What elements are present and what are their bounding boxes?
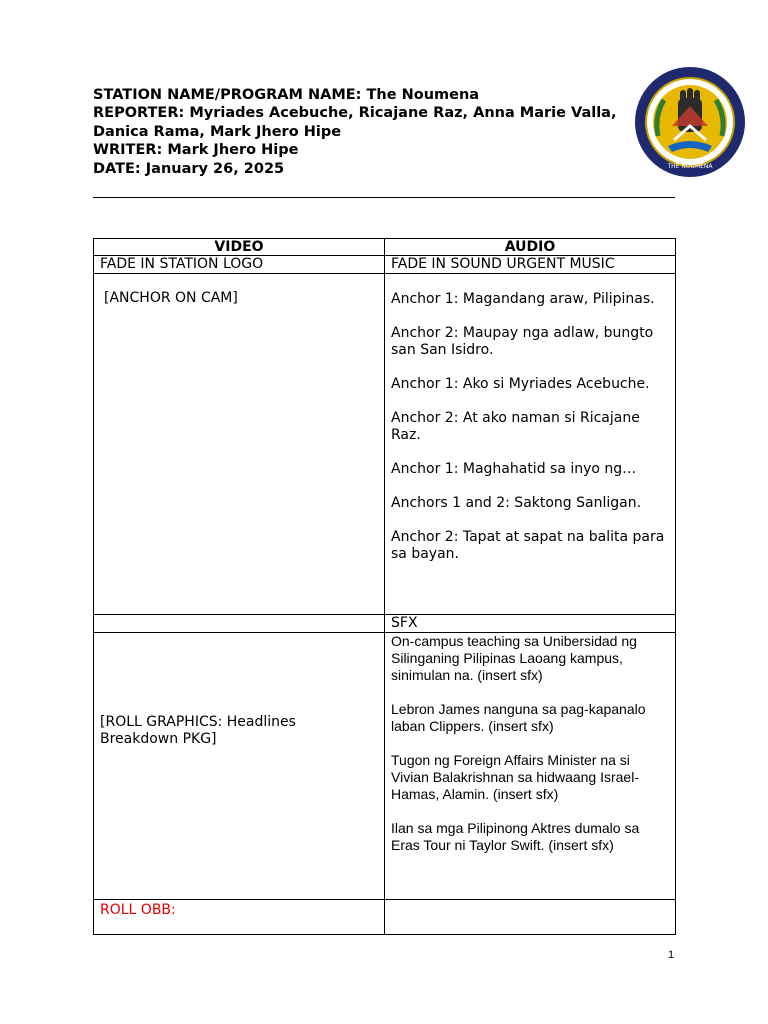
table-row xyxy=(94,274,676,615)
headline-list xyxy=(391,633,669,854)
video-cell xyxy=(94,633,385,900)
table-row xyxy=(94,256,676,274)
page-number: 1 xyxy=(667,949,675,961)
audio-column-header: AUDIO xyxy=(385,239,676,256)
writer-line: WRITER: Mark Jhero Hipe xyxy=(93,142,299,159)
audio-cell xyxy=(385,633,676,900)
dialogue-line: Anchor 1: Magandang araw, Pilipinas. xyxy=(391,291,655,307)
dialogue-line: Anchor 1: Maghahatid sa inyo ng… xyxy=(391,461,637,477)
dialogue-line: Anchor 2: Tapat at sapat na balita para sa bayan. xyxy=(391,529,665,562)
audio-text: FADE IN SOUND URGENT MUSIC xyxy=(391,256,615,272)
table-header-row xyxy=(94,239,676,256)
date-line: DATE: January 26, 2025 xyxy=(93,160,285,177)
headline-item: Lebron James nanguna sa pag-kapanalo laban Clippers. (insert sfx) xyxy=(391,701,646,734)
script-header xyxy=(93,86,693,178)
video-column-header: VIDEO xyxy=(94,239,385,256)
av-script-table xyxy=(93,238,676,935)
table-row xyxy=(94,900,676,935)
headline-item: Ilan sa mga Pilipinong Aktres dumalo sa Eras Tour ni Taylor Swift. (insert sfx) xyxy=(391,820,640,853)
video-text: [ANCHOR ON CAM] xyxy=(104,290,238,306)
station-line: STATION NAME/PROGRAM NAME: The Noumena xyxy=(93,87,480,103)
audio-cell xyxy=(385,274,676,615)
anchor-dialogue xyxy=(391,291,669,563)
table-row xyxy=(94,615,676,633)
audio-cell xyxy=(385,256,676,274)
video-text: FADE IN STATION LOGO xyxy=(100,256,264,272)
video-text: [ROLL GRAPHICS: Headlines Breakdown PKG] xyxy=(100,714,296,747)
dialogue-line: Anchor 2: At ako naman si Ricajane Raz. xyxy=(391,410,640,443)
headline-item: On-campus teaching sa Unibersidad ng Silinganing Pilipinas Laoang kampus, sinimulan na. (insert sfx) xyxy=(391,633,637,683)
video-cell xyxy=(94,274,385,615)
audio-text: SFX xyxy=(391,615,418,631)
video-cell xyxy=(94,900,385,935)
table-row xyxy=(94,633,676,900)
dialogue-line: Anchor 1: Ako si Myriades Acebuche. xyxy=(391,376,650,392)
the-noumena-seal-logo xyxy=(634,66,746,178)
reporter-line: REPORTER: Myriades Acebuche, Ricajane Raz, Anna Marie Valla, xyxy=(93,105,617,122)
seal-text: THE NOUMENA xyxy=(667,163,713,170)
audio-cell xyxy=(385,615,676,633)
video-cell xyxy=(94,256,385,274)
reporter-line-2: Danica Rama, Mark Jhero Hipe xyxy=(93,123,342,140)
dialogue-line: Anchors 1 and 2: Saktong Sanligan. xyxy=(391,495,642,511)
dialogue-line: Anchor 2: Maupay nga adlaw, bungto san San Isidro. xyxy=(391,325,654,358)
headline-item: Tugon ng Foreign Affairs Minister na si Vivian Balakrishnan sa hidwaang Israel-Hamas, Alamin. (insert sfx) xyxy=(391,752,639,802)
header-divider xyxy=(93,197,675,198)
roll-obb-text: ROLL OBB: xyxy=(100,902,176,918)
audio-cell xyxy=(385,900,676,935)
video-cell xyxy=(94,615,385,633)
